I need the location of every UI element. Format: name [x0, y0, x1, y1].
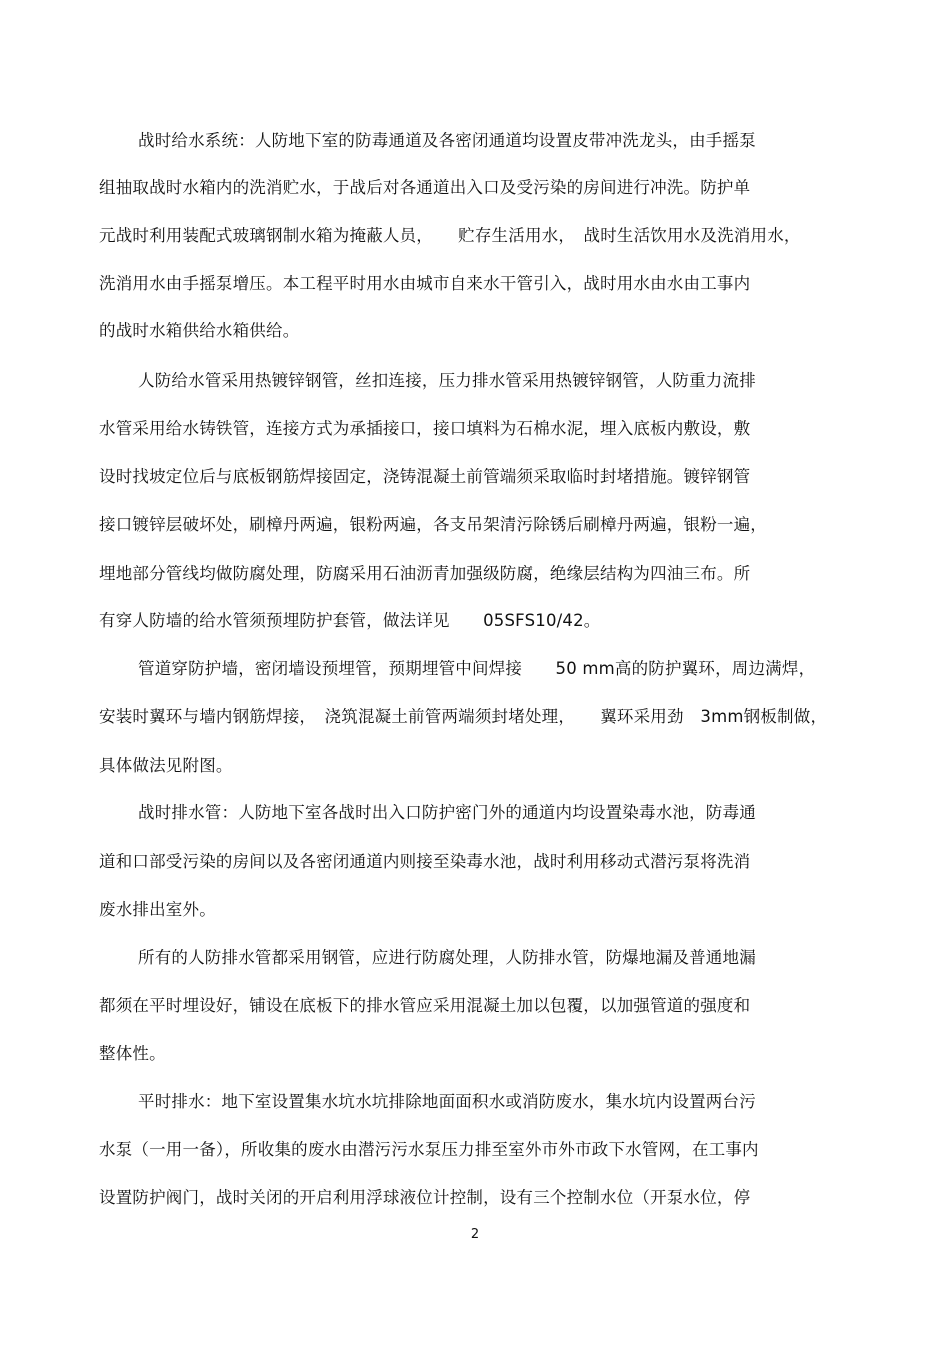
- text-line: 接口镀锌层破坏处，刷樟丹两遍，银粉两遍，各支吊架清污除锈后刷樟丹两遍，银粉一遍，: [99, 515, 767, 534]
- text-line: 元战时利用装配式玻璃钢制水箱为掩蔽人员， 贮存生活用水， 战时生活饮用水及洗消用水，: [99, 226, 801, 245]
- text-line: 有穿人防墙的给水管须预埋防护套管，做法详见 05SFS10/42。: [99, 611, 601, 630]
- text-line: 设置防护阀门，战时关闭的开启利用浮球液位计控制，设有三个控制水位（开泵水位，停: [99, 1188, 751, 1207]
- text-line: 的战时水箱供给水箱供给。: [99, 321, 300, 340]
- text-line: 组抽取战时水箱内的洗消贮水，于战后对各通道出入口及受污染的房间进行冲洗。防护单: [99, 178, 751, 197]
- text-line: 管道穿防护墙，密闭墙设预埋管，预期埋管中间焊接 50 mm高的防护翼环，周边满焊，: [138, 659, 816, 678]
- text-line: 水泵（一用一备），所收集的废水由潜污污水泵压力排至室外市外市政下水管网，在工事内: [99, 1140, 759, 1159]
- text-line: 平时排水：地下室设置集水坑水坑排除地面面积水或消防废水，集水坑内设置两台污: [138, 1092, 756, 1111]
- text-line: 都须在平时埋设好，铺设在底板下的排水管应采用混凝土加以包覆，以加强管道的强度和: [99, 996, 751, 1015]
- text-line: 洗消用水由手摇泵增压。本工程平时用水由城市自来水干管引入，战时用水由水由工事内: [99, 274, 751, 293]
- page-number: 2: [470, 1227, 480, 1242]
- text-line: 战时给水系统：人防地下室的防毒通道及各密闭通道均设置皮带冲洗龙头，由手摇泵: [138, 131, 756, 150]
- text-line: 所有的人防排水管都采用钢管，应进行防腐处理，人防排水管，防爆地漏及普通地漏: [138, 948, 756, 967]
- text-line: 废水排出室外。: [99, 900, 216, 919]
- text-line: 安装时翼环与墙内钢筋焊接， 浇筑混凝土前管两端须封堵处理， 翼环采用劲 3mm钢板制做，: [99, 707, 828, 726]
- text-line: 设时找坡定位后与底板钢筋焊接固定，浇铸混凝土前管端须采取临时封堵措施。镀锌钢管: [99, 467, 751, 486]
- text-line: 具体做法见附图。: [99, 756, 233, 775]
- text-line: 整体性。: [99, 1044, 166, 1063]
- text-line: 道和口部受污染的房间以及各密闭通道内则接至染毒水池，战时利用移动式潜污泵将洗消: [99, 852, 751, 871]
- text-line: 埋地部分管线均做防腐处理，防腐采用石油沥青加强级防腐，绝缘层结构为四油三布。所: [99, 564, 751, 583]
- text-line: 人防给水管采用热镀锌钢管，丝扣连接，压力排水管采用热镀锌钢管，人防重力流排: [138, 371, 756, 390]
- text-line: 水管采用给水铸铁管，连接方式为承插接口，接口填料为石棉水泥，埋入底板内敷设，敷: [99, 419, 751, 438]
- text-line: 战时排水管：人防地下室各战时出入口防护密门外的通道内均设置染毒水池，防毒通: [138, 803, 756, 822]
